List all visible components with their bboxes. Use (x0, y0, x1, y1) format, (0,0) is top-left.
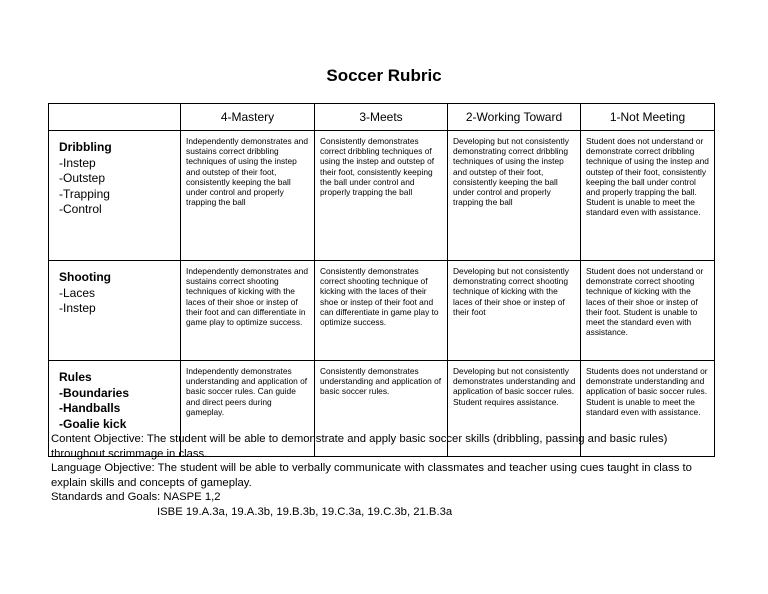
criterion-subitem: -Goalie kick (59, 416, 127, 431)
descriptor-cell: Developing but not consistently demonstrating correct shooting technique of kicking with the laces of their shoe or instep of their foot (448, 261, 581, 361)
descriptor-cell: Independently demonstrates understanding and application of basic soccer rules. Can guide and direct peers during gameplay. (181, 361, 315, 457)
objectives-section (51, 432, 721, 519)
criterion-subitem: -Trapping (59, 186, 110, 201)
criterion-subitem: -Outstep (59, 171, 106, 185)
table-row-dribbling (49, 131, 715, 261)
criterion-name: Dribbling (59, 140, 112, 154)
header-cell-mastery: 4-Mastery (181, 104, 315, 131)
criterion-subitem: -Boundaries (59, 385, 130, 400)
page-title: Soccer Rubric (326, 66, 442, 85)
descriptor-cell: Developing but not consistently demonstrates understanding and application of basic soccer rules. Student requires assistance. (448, 361, 581, 457)
criterion-subitem: -Handballs (59, 401, 121, 415)
header-cell-not-meeting: 1-Not Meeting (581, 104, 715, 131)
descriptor-cell: Consistently demonstrates understanding and application of basic soccer rules. (315, 361, 448, 457)
descriptor-cell: Consistently demonstrates correct dribbling techniques of using the instep and outstep of their foot, consistently keeping the ball under control and properly trapping the ball (315, 131, 448, 261)
criterion-name: Rules (59, 370, 92, 384)
table-row-shooting (49, 261, 715, 361)
criterion-name: Shooting (59, 270, 111, 284)
descriptor-cell: Students does not understand or demonstrate understanding and application of basic soccer rules. Student is unable to meet the standard even with assistance. (581, 361, 715, 457)
criterion-cell-dribbling (49, 131, 181, 261)
criterion-subitem: -Instep (59, 301, 96, 315)
criterion-subitem: -Instep (59, 155, 96, 170)
descriptor-cell: Consistently demonstrates correct shooting technique of kicking with the laces of their shoe or instep of their foot and can differentiate in game play to optimize success. (315, 261, 448, 361)
descriptor-cell: Student does not understand or demonstrate correct dribbling technique of using the instep and outstep of their foot, consistently keeping the ball under control and properly trapping the ball. Student is unable to meet the standard even with assistance. (581, 131, 715, 261)
isbe-standards-line: ISBE 19.A.3a, 19.A.3b, 19.B.3b, 19.C.3a, 19.C.3b, 21.B.3a (157, 505, 453, 518)
criterion-subitem: -Control (59, 202, 102, 216)
descriptor-cell: Independently demonstrates and sustains correct shooting techniques of kicking with the laces of their shoe or instep of their foot and can differentiate in game play to optimize success. (181, 261, 315, 361)
descriptor-cell: Student does not understand or demonstrate correct shooting technique of kicking with the laces of their shoe or instep of their foot. Student is unable to meet the standard even with assistance. (581, 261, 715, 361)
header-row (49, 104, 715, 131)
rubric-table (48, 103, 715, 457)
language-objective: Language Objective: The student will be able to verbally communicate with classmates and teacher using cues taught in class to explain skills and concepts of gameplay. (51, 462, 692, 489)
criterion-subitem: -Laces (59, 285, 96, 300)
criterion-cell-shooting (49, 261, 181, 361)
header-cell-empty (49, 104, 181, 131)
descriptor-cell: Developing but not consistently demonstrating correct dribbling techniques of using the instep and outstep of their foot, consistently keeping the ball under control and properly trapping the ball (448, 131, 581, 261)
descriptor-cell: Independently demonstrates and sustains correct dribbling techniques of using the instep and outstep of their foot, consistently keeping the ball under control and properly trapping the ball (181, 131, 315, 261)
standards-line: Standards and Goals: NASPE 1,2 (51, 491, 221, 503)
content-objective: Content Objective: The student will be able to demonstrate and apply basic soccer skills (dribbling, passing and basic rules) throughout scrimmage in class. (51, 433, 668, 460)
header-cell-working-toward: 2-Working Toward (448, 104, 581, 131)
header-cell-meets: 3-Meets (315, 104, 448, 131)
